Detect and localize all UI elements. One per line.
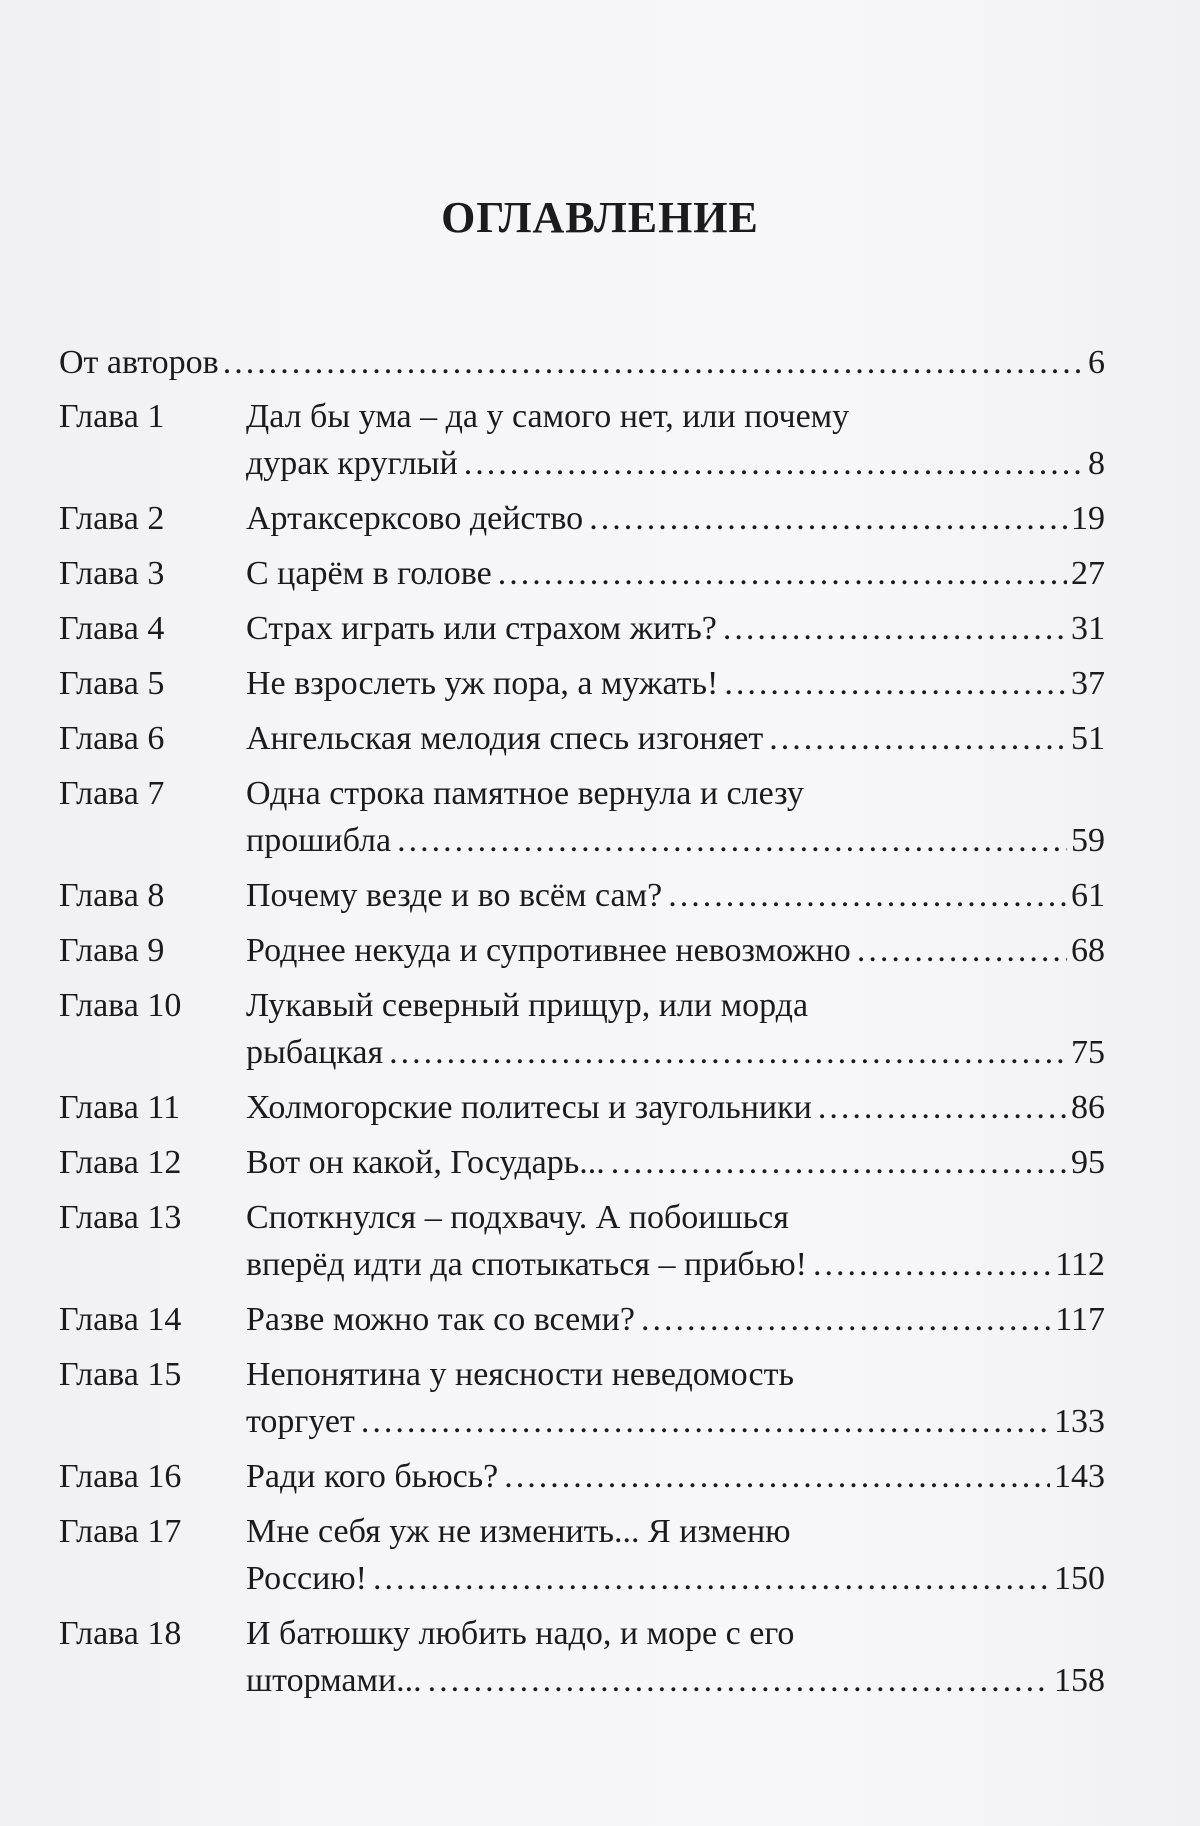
toc-entry — [59, 872, 1105, 919]
chapter-label: Глава 17 — [59, 1513, 182, 1550]
chapter-page-number: 86 — [1071, 1089, 1105, 1126]
chapter-page-number: 68 — [1071, 932, 1105, 969]
chapter-label: Глава 3 — [59, 555, 165, 592]
dot-leader — [723, 605, 1067, 652]
toc-entry — [59, 1508, 1105, 1602]
toc-intro-title: От авторов — [59, 344, 219, 381]
chapter-page-number: 27 — [1071, 555, 1105, 592]
chapter-title-block — [246, 605, 1105, 652]
dot-leader — [361, 1398, 1050, 1445]
chapter-label: Глава 4 — [59, 610, 165, 647]
chapter-title-line — [246, 605, 1105, 652]
chapter-title-block — [246, 660, 1105, 707]
chapter-title-line — [246, 1555, 1105, 1602]
chapter-title-block — [246, 982, 1105, 1076]
chapter-title-block — [246, 1296, 1105, 1343]
chapter-title-line — [246, 1453, 1105, 1500]
chapter-title-line — [246, 1084, 1105, 1131]
chapter-page-number: 112 — [1055, 1246, 1105, 1283]
chapter-title-line — [246, 1241, 1105, 1288]
chapter-title-text: Мне себя уж не изменить... Я изменю — [246, 1513, 791, 1550]
chapter-title-line — [246, 1508, 1105, 1555]
chapter-title-text: Холмогорские политесы и заугольники — [246, 1089, 812, 1126]
chapter-title-block — [246, 927, 1105, 974]
chapter-title-text: И батюшку любить надо, и море с его — [246, 1615, 795, 1652]
dot-leader — [611, 1139, 1067, 1186]
chapter-title-line — [246, 393, 1105, 440]
chapter-title-block — [246, 495, 1105, 542]
chapter-title-block — [246, 1453, 1105, 1500]
chapter-title-block — [246, 715, 1105, 762]
dot-leader — [769, 715, 1067, 762]
chapter-label: Глава 1 — [59, 398, 165, 435]
toc-entry — [59, 927, 1105, 974]
chapter-title-text: Россию! — [246, 1560, 368, 1597]
chapter-title-text: торгует — [246, 1403, 355, 1440]
toc-intro-page: 6 — [1088, 344, 1105, 381]
chapter-label: Глава 10 — [59, 987, 182, 1024]
chapter-page-number: 61 — [1071, 877, 1105, 914]
dot-leader — [668, 872, 1067, 919]
chapter-title-line — [246, 550, 1105, 597]
chapter-title-line — [246, 770, 1105, 817]
chapter-label: Глава 14 — [59, 1301, 182, 1338]
toc-entry — [59, 1139, 1105, 1186]
table-of-contents — [59, 339, 1105, 1712]
chapter-title-line — [246, 495, 1105, 542]
chapter-label: Глава 9 — [59, 932, 165, 969]
dot-leader — [373, 1555, 1050, 1602]
chapter-title-line — [246, 1029, 1105, 1076]
toc-entry — [59, 1084, 1105, 1131]
dot-leader — [397, 817, 1067, 864]
chapter-title-text: Ради кого бьюсь? — [246, 1458, 499, 1495]
chapter-page-number: 37 — [1071, 665, 1105, 702]
chapter-title-text: Не взрослеть уж пора, а мужать! — [246, 665, 719, 702]
page-title: ОГЛАВЛЕНИЕ — [441, 193, 759, 242]
chapter-label: Глава 5 — [59, 665, 165, 702]
chapter-title-text: Лукавый северный прищур, или морда — [246, 987, 809, 1024]
chapter-page-number: 75 — [1071, 1034, 1105, 1071]
chapter-title-block — [246, 1610, 1105, 1704]
chapter-label: Глава 2 — [59, 500, 165, 537]
chapter-title-block — [246, 770, 1105, 864]
toc-entry — [59, 605, 1105, 652]
chapter-page-number: 31 — [1071, 610, 1105, 647]
toc-entry — [59, 1194, 1105, 1288]
chapter-title-line — [246, 660, 1105, 707]
chapter-label: Глава 15 — [59, 1356, 182, 1393]
chapter-title-block — [246, 550, 1105, 597]
chapter-title-line — [246, 1657, 1105, 1704]
chapter-title-text: дурак круглый — [246, 445, 458, 482]
chapter-label: Глава 8 — [59, 877, 165, 914]
chapter-title-text: Ангельская мелодия спесь изгоняет — [246, 720, 764, 757]
dot-leader — [389, 1029, 1067, 1076]
dot-leader — [724, 660, 1067, 707]
chapter-title-block — [246, 1139, 1105, 1186]
toc-entry — [59, 715, 1105, 762]
dot-leader — [223, 339, 1084, 386]
toc-entry — [59, 982, 1105, 1076]
chapter-title-line — [246, 440, 1105, 487]
chapter-title-text: прошибла — [246, 822, 392, 859]
chapter-title-line — [246, 1610, 1105, 1657]
chapter-page-number: 19 — [1071, 500, 1105, 537]
toc-entry-intro — [59, 339, 1105, 386]
dot-leader — [504, 1453, 1050, 1500]
chapter-page-number: 158 — [1054, 1662, 1105, 1699]
chapter-title-block — [246, 1508, 1105, 1602]
toc-entry — [59, 550, 1105, 597]
toc-entry — [59, 1351, 1105, 1445]
chapter-label: Глава 12 — [59, 1144, 182, 1181]
chapter-page-number: 59 — [1071, 822, 1105, 859]
dot-leader — [641, 1296, 1051, 1343]
chapter-title-line — [246, 817, 1105, 864]
dot-leader — [498, 550, 1067, 597]
toc-entry — [59, 393, 1105, 487]
chapter-page-number: 95 — [1071, 1144, 1105, 1181]
chapter-title-text: штормами... — [246, 1662, 422, 1699]
chapter-title-text: Артаксерксово действо — [246, 500, 584, 537]
toc-intro-line — [59, 339, 1105, 386]
chapter-title-text: Почему везде и во всём сам? — [246, 877, 663, 914]
chapter-title-block — [246, 1351, 1105, 1445]
chapter-title-line — [246, 1398, 1105, 1445]
chapter-title-text: Дал бы ума – да у самого нет, или почему — [246, 398, 850, 435]
dot-leader — [818, 1084, 1067, 1131]
chapter-title-block — [246, 1084, 1105, 1131]
chapter-title-line — [246, 982, 1105, 1029]
chapter-title-text: Одна строка памятное вернула и слезу — [246, 775, 804, 812]
chapter-page-number: 51 — [1071, 720, 1105, 757]
chapter-title-block — [246, 872, 1105, 919]
dot-leader — [857, 927, 1067, 974]
dot-leader — [589, 495, 1067, 542]
chapter-title-text: Роднее некуда и супротивнее невозможно — [246, 932, 851, 969]
dot-leader — [464, 440, 1084, 487]
toc-entry — [59, 1610, 1105, 1704]
toc-entry — [59, 660, 1105, 707]
chapter-label: Глава 7 — [59, 775, 165, 812]
chapter-title-text: Вот он какой, Государь... — [246, 1144, 605, 1181]
toc-entry — [59, 770, 1105, 864]
chapter-page-number: 117 — [1055, 1301, 1105, 1338]
chapter-title-text: рыбацкая — [246, 1034, 384, 1071]
chapter-label: Глава 6 — [59, 720, 165, 757]
chapter-label: Глава 16 — [59, 1458, 182, 1495]
chapter-title-line — [246, 1139, 1105, 1186]
chapter-title-text: С царём в голове — [246, 555, 492, 592]
chapter-page-number: 133 — [1054, 1403, 1105, 1440]
chapter-title-line — [246, 1351, 1105, 1398]
chapter-page-number: 143 — [1054, 1458, 1105, 1495]
dot-leader — [813, 1241, 1051, 1288]
chapter-label: Глава 18 — [59, 1615, 182, 1652]
chapter-title-line — [246, 715, 1105, 762]
dot-leader — [428, 1657, 1050, 1704]
chapter-title-line — [246, 1296, 1105, 1343]
chapter-label: Глава 13 — [59, 1199, 182, 1236]
toc-entry — [59, 1296, 1105, 1343]
chapter-page-number: 8 — [1088, 445, 1105, 482]
chapter-label: Глава 11 — [59, 1089, 181, 1126]
chapter-title-text: Непонятина у неясности неведомость — [246, 1356, 794, 1393]
chapter-page-number: 150 — [1054, 1560, 1105, 1597]
chapter-title-block — [246, 393, 1105, 487]
chapter-title-text: Споткнулся – подхвачу. А побоишься — [246, 1199, 789, 1236]
chapter-title-block — [246, 1194, 1105, 1288]
chapter-title-line — [246, 1194, 1105, 1241]
toc-entry — [59, 495, 1105, 542]
chapter-title-text: вперёд идти да спотыкаться – прибью! — [246, 1246, 807, 1283]
chapter-title-text: Страх играть или страхом жить? — [246, 610, 717, 647]
chapter-title-line — [246, 927, 1105, 974]
chapter-title-line — [246, 872, 1105, 919]
toc-entry — [59, 1453, 1105, 1500]
chapter-title-text: Разве можно так со всеми? — [246, 1301, 635, 1338]
